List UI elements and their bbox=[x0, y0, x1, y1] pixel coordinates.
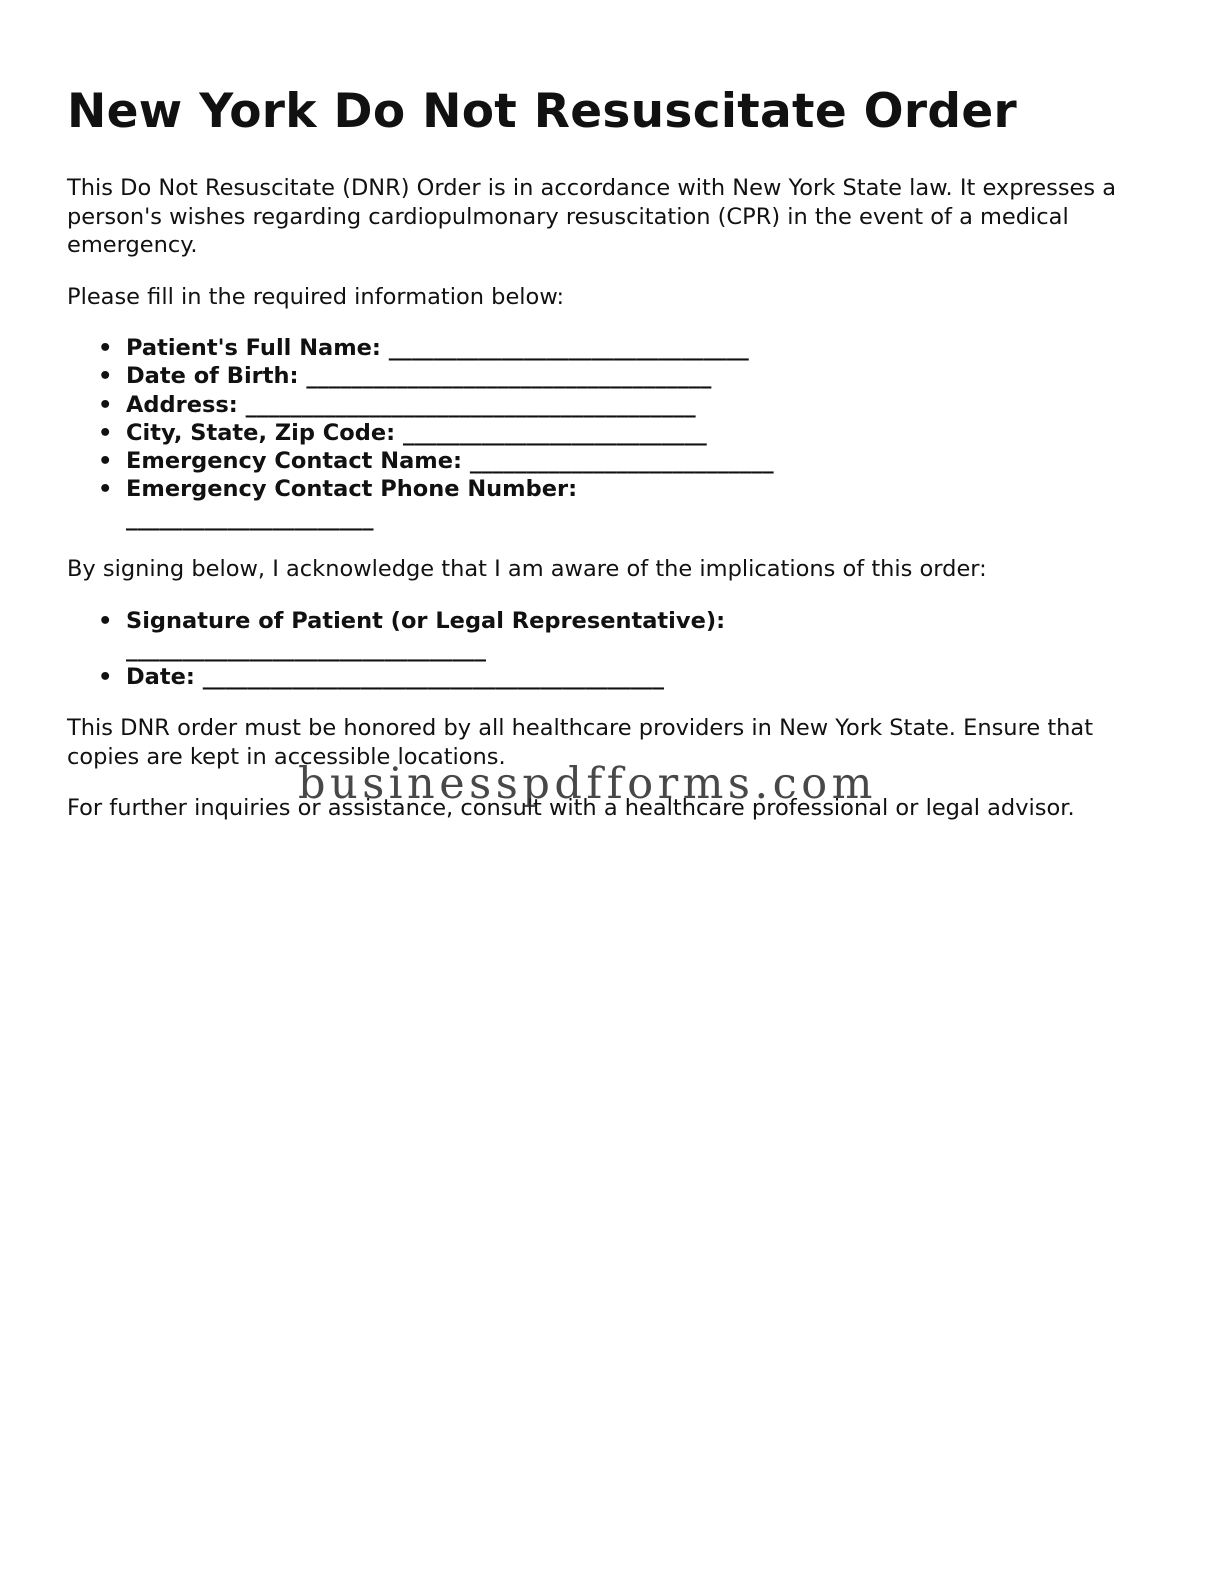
field-blank[interactable]: ___________________________ bbox=[402, 419, 707, 446]
field-label: Emergency Contact Phone Number: bbox=[126, 476, 578, 503]
field-city-state-zip bbox=[126, 419, 786, 447]
intro-paragraph: This Do Not Resuscitate (DNR) Order is in accordance with New York State law. It expresses a person's wishes regarding cardiopulmonary resuscitation (CPR) in the event of a medical emergency. bbox=[67, 175, 1117, 258]
signature-label: Signature of Patient (or Legal Representative): bbox=[126, 607, 726, 634]
document-title: New York Do Not Resuscitate Order bbox=[67, 84, 1017, 139]
field-blank[interactable]: ________________________________________ bbox=[245, 391, 696, 418]
field-address bbox=[126, 391, 786, 419]
field-label: Date of Birth: bbox=[126, 363, 299, 390]
field-label: City, State, Zip Code: bbox=[126, 419, 396, 446]
signature-list bbox=[67, 607, 1157, 692]
field-blank[interactable]: ________________________________ bbox=[388, 335, 749, 361]
field-date-of-birth bbox=[126, 362, 786, 390]
field-label: Patient's Full Name: bbox=[126, 335, 381, 361]
patient-info-list bbox=[67, 334, 1157, 532]
field-emergency-contact-name bbox=[126, 447, 786, 475]
field-emergency-contact-phone bbox=[126, 475, 786, 532]
date-label: Date: bbox=[126, 664, 195, 691]
date-blank[interactable]: _________________________________________ bbox=[202, 664, 664, 691]
honor-paragraph: This DNR order must be honored by all healthcare providers in New York State. Ensure that copies are kept in accessible locations. bbox=[67, 715, 1094, 770]
field-label: Emergency Contact Name: bbox=[126, 448, 462, 475]
field-blank[interactable]: ______________________ bbox=[126, 504, 374, 531]
field-signature bbox=[126, 607, 806, 664]
field-date bbox=[126, 663, 806, 691]
fill-prompt: Please fill in the required information below: bbox=[67, 283, 565, 310]
watermark-text: businesspdfforms.com bbox=[298, 759, 877, 809]
field-patient-name bbox=[126, 334, 786, 362]
document-page bbox=[67, 82, 1157, 846]
field-blank[interactable]: ___________________________ bbox=[469, 448, 774, 475]
field-label: Address: bbox=[126, 391, 238, 418]
field-blank[interactable]: ____________________________________ bbox=[306, 363, 712, 390]
signature-blank[interactable]: ________________________________ bbox=[126, 635, 486, 662]
inquiry-paragraph: For further inquiries or assistance, consult with a healthcare professional or legal advisor. bbox=[67, 795, 1075, 822]
acknowledgement-text: By signing below, I acknowledge that I am aware of the implications of this order: bbox=[67, 556, 987, 583]
